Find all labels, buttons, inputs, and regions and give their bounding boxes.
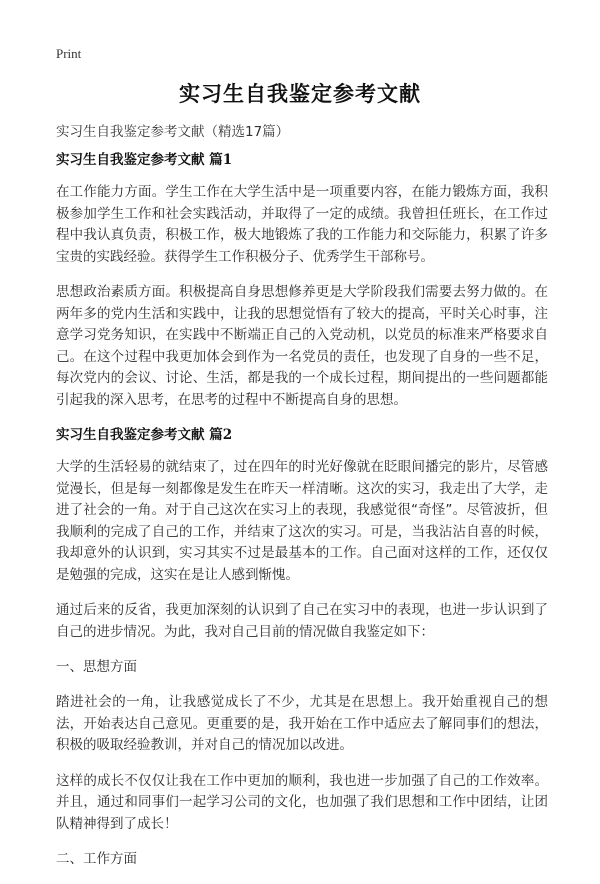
paragraph: 踏进社会的一角，让我感觉成长了不少，尤其是在思想上。我开始重视自己的想法，开始表达自己意见。更重要的是，我开始在工作中适应去了解同事们的想法，积极的吸取经验教训，并对自己的情况加以改进。 bbox=[56, 694, 548, 753]
subsection-work bbox=[56, 849, 548, 870]
paragraph: 通过后来的反省，我更加深刻的认识到了自己在实习中的表现，也进一步认识到了自己的进步情况。为此，我对自己目前的情况做自我鉴定如下： bbox=[56, 602, 548, 640]
subsection-thought bbox=[56, 657, 548, 835]
document-subtitle: 实习生自我鉴定参考文献（精选17篇） bbox=[56, 124, 290, 140]
section-heading: 实习生自我鉴定参考文献 篇2 bbox=[56, 427, 233, 443]
section-1 bbox=[56, 150, 548, 411]
paragraph: 这样的成长不仅仅让我在工作中更加的顺利，我也进一步加强了自己的工作效率。并且，通过和同事们一起学习公司的文化，也加强了我们思想和工作中团结，让团队精神得到了成长！ bbox=[56, 772, 548, 832]
section-2 bbox=[56, 425, 548, 870]
paragraph: 思想政治素质方面。积极提高自身思想修养更是大学阶段我们需要去努力做的。在两年多的党内生活和实践中，让我的思想觉悟有了较大的提高，平时关心时事，注意学习党务知识，在实践中不断端正自己的入党动机，以党员的标准来严格要求自己。在这个过程中我更加体会到作为一名党员的责任，也发现了自身的一些不足，每次党内的会议、讨论、生活，都是我的一个成长过程，期间提出的一些问题都能引起我的深入思考，在思考的过程中不断提高自身的思想。 bbox=[56, 284, 548, 408]
document-body bbox=[56, 150, 548, 884]
subsection-heading: 一、思想方面 bbox=[56, 659, 137, 675]
subsection-heading: 二、工作方面 bbox=[56, 851, 137, 867]
paragraph: 大学的生活轻易的就结束了，过在四年的时光好像就在眨眼间播完的影片，尽管感觉漫长，但是每一刻都像是发生在昨天一样清晰。这次的实习，我走出了大学，走进了社会的一角。对于自己这次在实习上的表现，我感觉很“奇怪”。尽管波折，但我顺利的完成了自己的工作，并结束了这次的实习。可是，当我沾沾自喜的时候，我却意外的认识到，实习其实不过是最基本的工作。自己面对这样的工作，还仅仅是勉强的完成，这实在是让人感到惭愧。 bbox=[56, 459, 548, 583]
document-title: 实习生自我鉴定参考文献 bbox=[179, 82, 421, 106]
paragraph: 在工作能力方面。学生工作在大学生活中是一项重要内容，在能力锻炼方面，我积极参加学生工作和社会实践活动，并取得了一定的成绩。我曾担任班长，在工作过程中我认真负责，积极工作，极大地锻炼了我的工作能力和交际能力，积累了许多宝贵的实践经验。获得学生工作积极分子、优秀学生干部称号。 bbox=[56, 184, 548, 265]
print-label: Print bbox=[56, 46, 82, 61]
section-heading: 实习生自我鉴定参考文献 篇1 bbox=[56, 152, 233, 168]
